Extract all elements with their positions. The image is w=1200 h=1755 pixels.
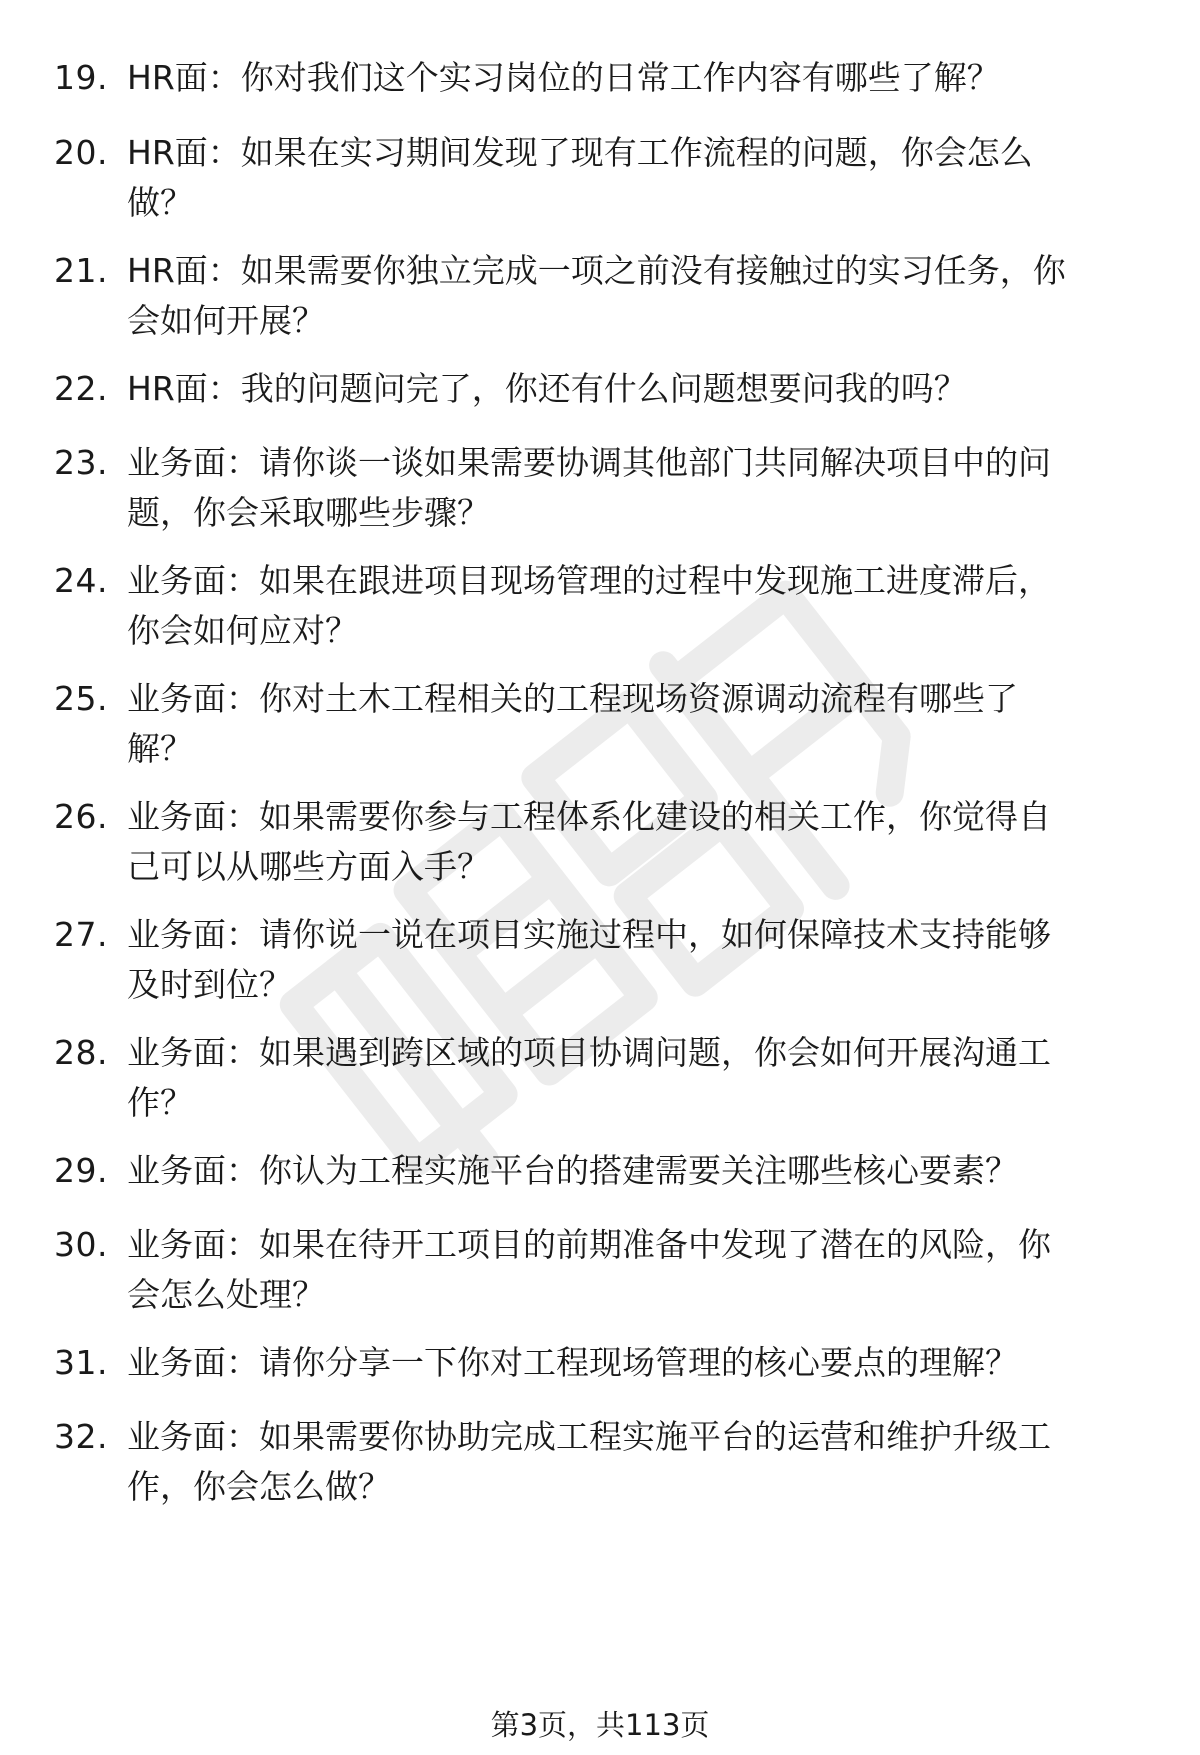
- question-line-2: 你会如何应对？: [127, 611, 358, 650]
- question-line-2: 会如何开展？: [127, 301, 325, 340]
- question-number: 27.: [54, 915, 108, 954]
- question-number: 25.: [54, 679, 108, 718]
- question-text: [127, 1146, 1157, 1196]
- question-line-2: 解？: [127, 729, 193, 768]
- page-number-footer: 第3页，共113页: [490, 1708, 710, 1742]
- question-number: 24.: [54, 561, 108, 600]
- question-line-2: 作，你会怎么做？: [127, 1467, 391, 1506]
- question-text: [127, 1220, 1157, 1320]
- question-line-2: 会怎么处理？: [127, 1275, 325, 1314]
- question-text: [127, 438, 1157, 538]
- question-text: [127, 910, 1157, 1010]
- question-number: 32.: [54, 1417, 108, 1456]
- question-text: [127, 246, 1157, 346]
- question-line-1: HR面：如果在实习期间发现了现有工作流程的问题，你会怎么: [127, 133, 1033, 172]
- question-line-1: HR面：我的问题问完了，你还有什么问题想要问我的吗？: [127, 369, 967, 408]
- question-number: 22.: [54, 369, 108, 408]
- question-line-2: 及时到位？: [127, 965, 292, 1004]
- question-number: 26.: [54, 797, 108, 836]
- question-number: 31.: [54, 1343, 108, 1382]
- question-line-2: 题，你会采取哪些步骤？: [127, 493, 490, 532]
- question-line-1: 业务面：如果需要你参与工程体系化建设的相关工作，你觉得自: [127, 797, 1051, 836]
- question-line-1: 业务面：请你谈一谈如果需要协调其他部门共同解决项目中的问: [127, 443, 1051, 482]
- question-line-1: 业务面：如果遇到跨区域的项目协调问题，你会如何开展沟通工: [127, 1033, 1051, 1072]
- question-number: 28.: [54, 1033, 108, 1072]
- question-text: [127, 1338, 1157, 1388]
- question-text: [127, 364, 1157, 414]
- question-line-1: HR面：你对我们这个实习岗位的日常工作内容有哪些了解？: [127, 58, 1000, 97]
- question-text: [127, 792, 1157, 892]
- question-line-1: 业务面：你对土木工程相关的工程现场资源调动流程有哪些了: [127, 679, 1018, 718]
- question-line-1: 业务面：你认为工程实施平台的搭建需要关注哪些核心要素？: [127, 1151, 1018, 1190]
- question-text: [127, 1412, 1157, 1512]
- question-line-1: 业务面：如果在待开工项目的前期准备中发现了潜在的风险，你: [127, 1225, 1051, 1264]
- question-text: [127, 556, 1157, 656]
- question-text: [127, 53, 1157, 103]
- question-line-2: 做？: [127, 183, 193, 222]
- question-text: [127, 674, 1157, 774]
- question-text: [127, 1028, 1157, 1128]
- question-number: 20.: [54, 133, 108, 172]
- question-number: 21.: [54, 251, 108, 290]
- question-line-1: HR面：如果需要你独立完成一项之前没有接触过的实习任务，你: [127, 251, 1066, 290]
- question-line-2: 己可以从哪些方面入手？: [127, 847, 490, 886]
- question-text: [127, 128, 1157, 228]
- question-line-1: 业务面：如果在跟进项目现场管理的过程中发现施工进度滞后，: [127, 561, 1051, 600]
- question-line-1: 业务面：如果需要你协助完成工程实施平台的运营和维护升级工: [127, 1417, 1051, 1456]
- question-line-2: 作？: [127, 1083, 193, 1122]
- question-line-1: 业务面：请你分享一下你对工程现场管理的核心要点的理解？: [127, 1343, 1018, 1382]
- question-number: 29.: [54, 1151, 108, 1190]
- question-number: 30.: [54, 1225, 108, 1264]
- question-number: 23.: [54, 443, 108, 482]
- question-line-1: 业务面：请你说一说在项目实施过程中，如何保障技术支持能够: [127, 915, 1051, 954]
- question-number: 19.: [54, 58, 108, 97]
